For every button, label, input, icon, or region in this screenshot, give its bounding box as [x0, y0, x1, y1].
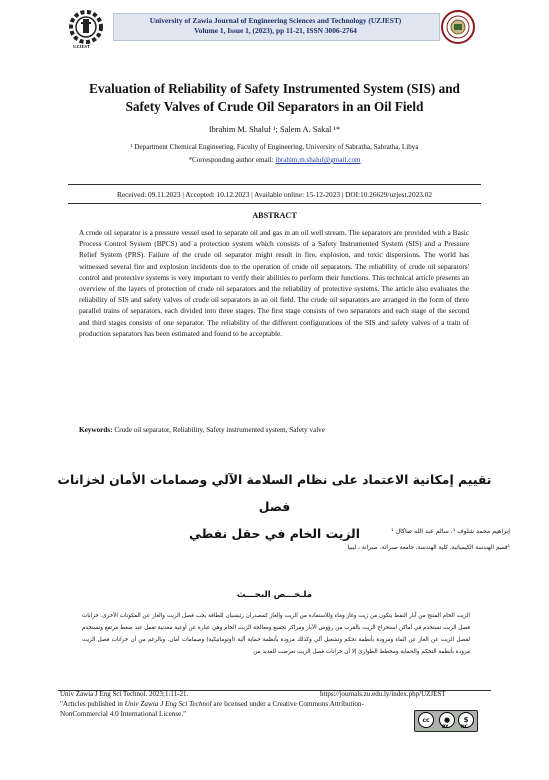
email-label: *Corresponding author email: — [188, 156, 276, 164]
email-link[interactable]: ibrahim.m.shaluf@gmail.com — [275, 156, 361, 164]
affiliation: ¹ Department Chemical Engineering, Faculty of Engineering, University of Sabratha, Sabratha, Libya — [130, 143, 419, 151]
arabic-title-line-2: الزيت الخام في حقل نفطي — [189, 526, 360, 541]
nc-label: NC — [461, 725, 469, 730]
authors: Ibrahim M. Shaluf ¹; Salem A. Sakal ¹* — [208, 125, 341, 134]
corresponding-email — [40, 156, 509, 164]
by-icon: ● — [439, 712, 455, 728]
logo-caption: UZJEST — [73, 44, 91, 49]
journal-seal — [441, 10, 475, 44]
cc-icon: cc — [418, 712, 434, 728]
citation: Univ Zawia J Eng Sci Technol. 2023;1:11-21. — [60, 690, 189, 698]
publication-dates: Received: 09.11.2023 | Accepted: 10.12.2023 | Available online: 15-12-2023 | DOI:10.26629/uzjest.2023.02 — [116, 190, 433, 199]
nc-icon: $ — [458, 712, 474, 728]
keywords-list: Crude oil separator, Reliability, Safety instrumented system, Safety valve — [112, 426, 325, 434]
keywords-label: Keywords: — [79, 426, 113, 434]
title-line-2: Safety Valves of Crude Oil Separators in an Oil Field — [125, 98, 424, 114]
cc-license-badge[interactable] — [414, 710, 478, 732]
divider — [68, 184, 481, 185]
arabic-abstract-body: الزيت الخام المنتج من آبار النفط يتكون من زيت وغاز وماء وللاستفادة من الزيت والغاز كمصدران رئيسيان للطاقة يجب فصل الزيت والغاز عن المكونات الأخرى. خزانات فصل الزيت تستخدم في أماكن استخراج الزيت بالقرب من رؤوس الآبار ومراكز تجميع ومعالجة الزيت الخام وهي عبارة عن أوعية معدنية تعمل عند ضغط مرتفع وتستخدم لفصل الزيت عن الغاز عن الماء ومزودة بأنظمة تحكم وتشغيل آلي وكذلك مزودة بأنظمة حماية آلية (أوتوماتيكية) وصمامات أمان. وبالرغم من أن خزانات فصل الزيت مزودة بأنظمة التحكم والحماية ومخطط الطوارئ إلا أن خزانات فصل الزيت تعرضت للعديد من — [82, 613, 470, 655]
journal-name: University of Zawia Journal of Engineering Sciences and Technology (UZJEST) — [149, 16, 402, 25]
paper-title — [40, 80, 509, 115]
journal-volume: Volume 1, Issue 1, (2023), pp 11-21, ISSN 3006-2764 — [194, 26, 357, 35]
arabic-title-line-1: تقييم إمكانية الاعتماد على نظام السلامة الآلي وصمامات الأمان لخزانات فصل — [57, 472, 492, 514]
arabic-affiliation: ¹قسم الهندسة الكيميائية، كلية الهندسة، جامعة صبراتة، صبراتة ، ليبيا — [347, 545, 510, 551]
abstract-heading: ABSTRACT — [252, 211, 297, 220]
license-text — [60, 700, 390, 719]
divider — [68, 203, 481, 204]
by-label: BY — [442, 725, 449, 730]
title-line-1: Evaluation of Reliability of Safety Instrumented System (SIS) and — [89, 81, 460, 96]
license-journal: Univ Zawia J Eng Sci Technol — [124, 700, 212, 708]
keywords — [79, 426, 469, 434]
arabic-abstract-heading: ملـخـــص البحـــث — [236, 590, 313, 600]
abstract-body: A crude oil separator is a pressure vessel used to separate oil and gas in an oil well stream. The separators are provided with a Basic Process Control System (BPCS) and a protection system which consists of a Safety Instrumented System (SIS) and a Pressure Relief System (PRS). Failure of the crude oil separator might result in fire, explosion, and toxic dispersions. The world has witnessed several fire and explosion incidents due to the operation of crude oil separators. The reliability of crude oil separators' control and protective systems is very important to verify their abilities to perform their functions. This technical article presents an overview of the layers of protection of crude oil separators and the reliability of protective systems. The article also evaluates the reliability of SIS and safety valves of crude oil separators in an oil field. The crude oil separators are arranged in the form of three parallel trains of separators, each divided into three stages. The first stage consists of two separators and each stage of the second and third stages consists of one separator. The reliability of the different configurations of the SIS and safety valves of a train of production separators has been estimated and found to be acceptable. — [79, 228, 469, 338]
arabic-authors: إبراهيم محمد شلوف ¹، سالم عبد الله صاكال ¹ — [391, 528, 510, 535]
license-suffix: are licensed under a Creative Commons Attribution-NonCommercial 4.0 International License." — [60, 700, 364, 718]
license-prefix: "Articles published in — [60, 700, 125, 708]
journal-url[interactable]: https://journals.zu.edu.ly/index.php/UZJEST — [320, 690, 446, 698]
